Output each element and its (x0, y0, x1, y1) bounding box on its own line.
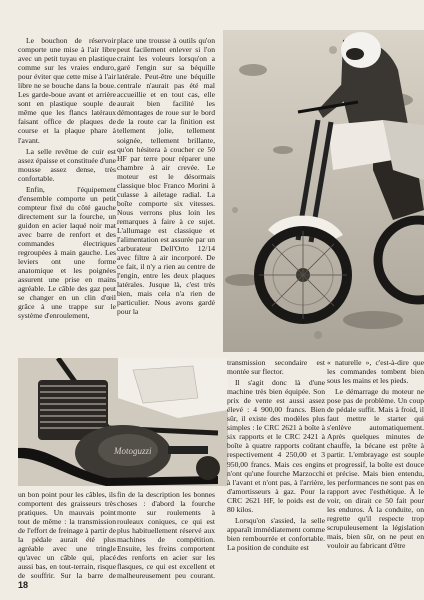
column-1-top (18, 36, 116, 404)
paragraph: fin de la description les bonnes choses : d'abord la fourche monte sur roulements à rouleaux coniques, ce qui est plus habituellement réservé aux machines de compétition. Ensuite, les freins comportent des renforts en acier sur les flasques, ce qui est excellent et malheureusement peu courant. (117, 490, 215, 580)
photo-engine-closeup (18, 358, 228, 486)
paragraph: place une trousse à outils qu'on peut facilement enlever si l'on craint les voleurs lorsqu'on a garé l'engin sur sa béquille latérale. Peut-être une béquille centrale n'aurait pas été mal accueillie et en tout cas, elle aurait bien facilité les démontages de roue sur le bord de la route car la finition est tellement jolie, tellement soignée, tellement brillante, qu'on hésitera à coucher ce 50 HF par terre pour réparer une chambre à air crevée. Le moteur est le désormais classique bloc Franco Morini à culasse à ailetage radial. La boîte comporte six vitesses. Nous verrons plus loin les remarques à faire à ce sujet. L'allumage est classique et l'alimentation est assurée par un carburateur Dell'Orto 12/14 avec filtre à air incorporé. De ce fait, il n'y a rien au centre de l'engin, entre les deux plaques latérales. Jusque là, c'est très bien, mais cela n'a rien de particulier. Nous avons gardé pour la (117, 36, 215, 317)
page-number: 18 (18, 580, 29, 590)
paragraph: « naturelle », c'est-à-dire que les commandes tombent bien sous les mains et les pieds. (327, 358, 424, 386)
engine-badge-text: Motoguzzi (114, 446, 152, 456)
column-2-top (117, 36, 215, 356)
paragraph: Il s'agit donc là d'une machine très bien équipée. Son prix de vente est aussi assez élevé : 4 900,00 francs. Bien sûr, il existe des modèles plus simples : le CRC 2621 à boîte à six rapports et le CRC 2421 à boîte à quatre rapports coûtant respectivement 4 250,00 et 3 950,00 francs. Mais ces engins n'ont qu'une fourche Marzocchi à l'avant et n'ont pas, à l'arrière, d'amortisseurs à gaz. Pour la CRC 2621 HF, le poids est de 80 kilos. (227, 378, 325, 514)
column-2-bottom (117, 490, 215, 580)
paragraph: Enfin, l'équipement d'ensemble comporte un petit compteur fixé du côté gauche directement sur la fourche, un guidon en acier laqué noir mat avec barre de renfort et des commandes électriques regroupées à main gauche. Les leviers ont une forme anatomique et les poignées assurent une prise en mains agréable. Le câble des gaz peut se changer en un clin d'œil grâce à une trappe sur le système d'enroulement, (18, 184, 116, 321)
rider-photo-illustration (223, 30, 424, 352)
paragraph: un bon point pour les câbles, ils comportent des graisseurs très pratiques. Un mauvais point tout de même : la transmission de l'effort de freinage à partir de la pédale aurait été plus agréable avec une tringle qu'avec un câble qui, placé aussi bas, en tout-terrain, risque de souffrir. Sur la barre de (18, 490, 116, 580)
photo-rider-dirt-bike (223, 30, 424, 352)
paragraph: La selle revêtue de cuir est assez épaisse et constituée d'une mousse assez dense, très confortable. (18, 146, 116, 183)
engine-photo-illustration (18, 358, 228, 486)
paragraph: transmission secondaire est montée sur flector. (227, 358, 325, 377)
column-1-bottom (18, 490, 116, 580)
paragraph: Lorsqu'on s'assied, la selle apparaît immédiatement comme bien rembourrée et confortable. La position de conduite est (227, 515, 325, 552)
column-3-bottom (227, 358, 325, 580)
paragraph: Le démarrage du moteur ne pose pas de problème. Un coup de pédale suffit. Mais à froid, il faut mettre le starter qui s'enlève automatiquement. Après quelques minutes de chauffe, la bécane est prête à partir. L'embrayage est souple et progressif, la boîte est douce et précise. Mais bien entendu, les performances ne sont pas en rapport avec l'esthétique. À le voir, on dirait ce 50 fait pour les enduros. À la conduite, on regrette qu'il respecte trop scrupuleusement la législation mais, bien sûr, on ne peut en vouloir au fabricant d'être (327, 387, 424, 550)
paragraph: Le bouchon de réservoir comporte une mise à l'air libre avec un petit tuyau en plastique comme sur les vraies enduro, pour éviter que cette mise à l'air libre ne se bouche dans la boue. Les garde-boue avant et arrière sont en plastique souple de même que les flancs latéraux faisant office de plaques de course et la plaque phare à l'avant. (18, 36, 116, 145)
column-4-bottom (327, 358, 424, 580)
